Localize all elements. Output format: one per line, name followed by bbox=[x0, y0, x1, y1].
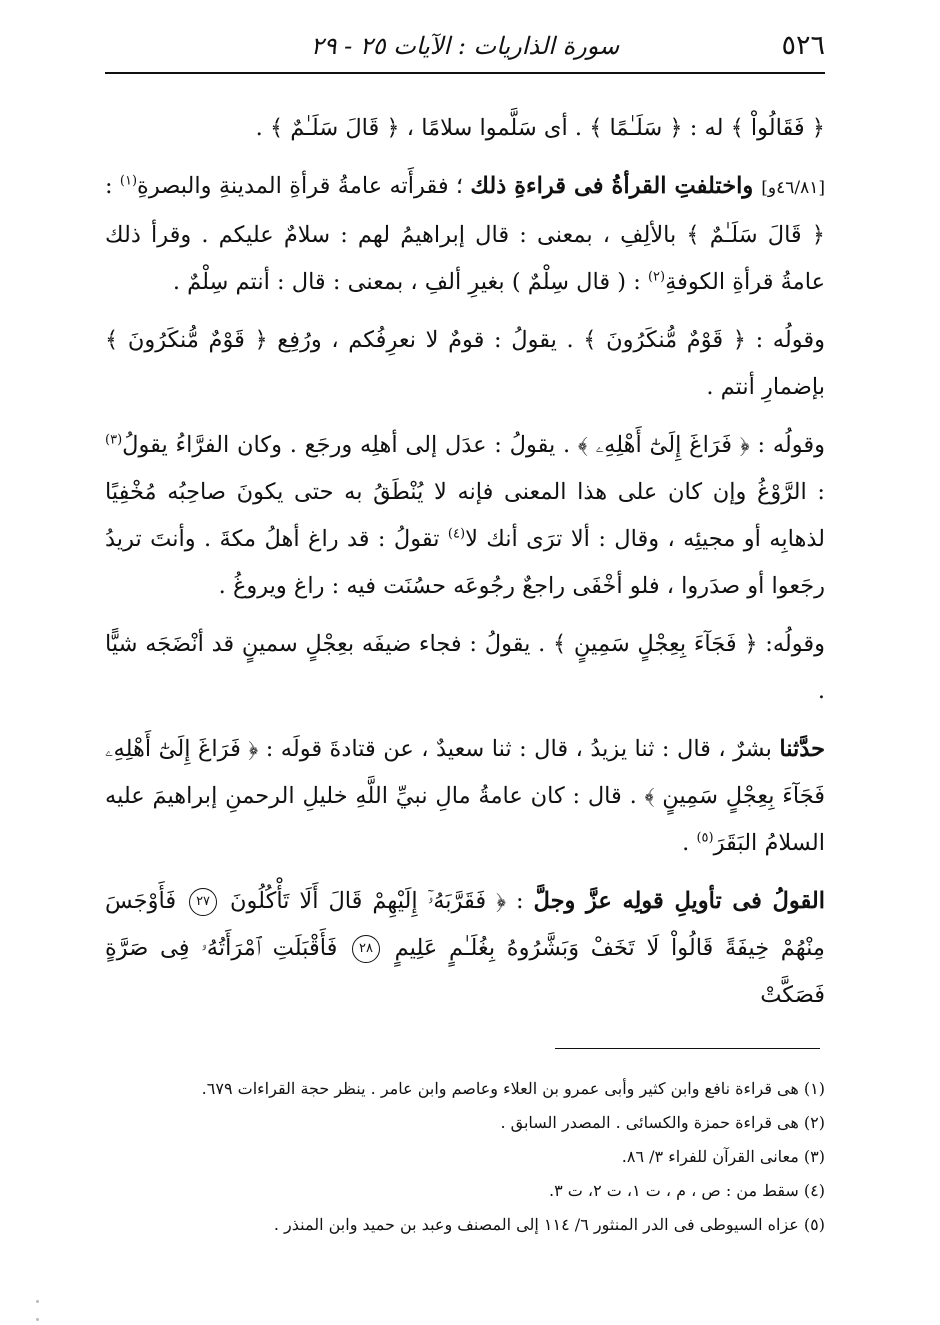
paragraph bbox=[105, 621, 825, 715]
text-run: . bbox=[255, 115, 270, 141]
footnote-separator bbox=[555, 1048, 820, 1049]
running-title: سورة الذاريات : الآيات ٢٥ - ٢٩ bbox=[310, 32, 620, 60]
quran-verse: ﴿ سَلَـٰمًا ﴾ bbox=[589, 115, 683, 141]
verse-number: ٢٨ bbox=[352, 935, 380, 963]
text-run: . يقولُ : قومٌ لا نعرِفُكم ، ورُفِع bbox=[267, 327, 584, 353]
text-run: . أى سَلَّموا سلامًا ، bbox=[399, 115, 590, 141]
quran-verse: ﴿ فَقَالُواْ ﴾ bbox=[730, 115, 825, 141]
quran-verse: ﴿ فَرَاغَ إِلَىٰٓ أَهْلِهِۦ ﴾ bbox=[577, 432, 750, 458]
footnote-4: (٤) سقط من : ص ، م ، ت ١، ت ٢، ت ٣. bbox=[548, 1181, 825, 1200]
footnote-5: (٥) عزاه السيوطى فى الدر المنثور ٦/ ١١٤ إلى المصنف وعبد بن حميد وابن المنذر . bbox=[273, 1215, 825, 1234]
quran-verse: ﴿ فَرَاغَ إِلَىٰٓ أَهْلِهِۦ فَجَآءَ بِعِجْلٍ سَمِينٍ ﴾ bbox=[105, 736, 825, 809]
footnote-3: (٣) معانى القرآن للفراء ٣/ ٨٦. bbox=[621, 1147, 825, 1166]
bold-heading: واختلفتِ القرأةُ فى قراءةِ ذلك bbox=[470, 173, 762, 199]
footnote-marker: (٢) bbox=[647, 269, 666, 285]
quran-verse: فَأَوْجَسَ مِنْهُمْ خِيفَةً قَالُواْ لَا تَخَفْ وَبَشَّرُوهُ بِغُلَـٰمٍ عَلِيمٍ bbox=[105, 888, 825, 961]
footnote-1: (١) هى قراءة نافع وابن كثير وأبى عمرو بن العلاء وعاصم وابن عامر . ينظر حجة القراءات ٦٧٩. bbox=[201, 1079, 825, 1098]
paragraph bbox=[105, 317, 825, 411]
bold-heading: القولُ فى تأويلِ قولِه عزَّ وجلَّ bbox=[533, 888, 825, 914]
quran-verse: ﴿ قَوْمٌ مُّنكَرُونَ ﴾ bbox=[105, 327, 268, 353]
text-run: : bbox=[506, 888, 534, 914]
text-run: بشرٌ ، قال : ثنا يزيدُ ، قال : ثنا سعيدٌ ، عن قتادةَ قولَه : bbox=[258, 736, 780, 762]
footnote-marker: (٣) bbox=[105, 432, 123, 448]
page-number: ٥٢٦ bbox=[781, 30, 825, 61]
text-run: : الرَّوْغُ وإن كان على هذا المعنى فإنه لا يُنْطَقُ به حتى يكونَ صاحِبُه مُخْفِيًا لذهابِه أو مجيئِه ، وقال : ألا ترَى أنك لا bbox=[105, 479, 825, 552]
verse-number: ٢٧ bbox=[189, 888, 217, 916]
main-text bbox=[105, 105, 825, 1030]
text-run: : ( قال سِلْمٌ ) بغيرِ ألفِ ، بمعنى : قال : أنتم سِلْمٌ . bbox=[172, 269, 648, 295]
quran-verse: ﴿ فَقَرَّبَهُۥٓ إِلَيْهِمْ قَالَ أَلَا تَأْكُلُونَ bbox=[220, 888, 507, 914]
text-run: بالألِفِ ، بمعنى : قال إبراهيمُ لهم : سلامٌ عليكم . وقرأ ذلك عامةُ قرأةِ الكوفةِ bbox=[105, 222, 825, 295]
paragraph bbox=[105, 163, 825, 306]
text-run: وقولُه : bbox=[745, 327, 825, 353]
text-run: . قال : كان عامةُ مالِ نبيِّ اللَّهِ خليلِ الرحمنِ إبراهيمَ عليه السلامُ البَقَرَ bbox=[105, 783, 825, 856]
quran-verse: ﴿ قَوْمٌ مُّنكَرُونَ ﴾ bbox=[583, 327, 746, 353]
text-run: : bbox=[105, 173, 120, 199]
text-run: وقولُه : bbox=[749, 432, 825, 458]
paragraph bbox=[105, 105, 825, 152]
page-header bbox=[105, 28, 825, 74]
bold-heading: حدَّثنا bbox=[779, 736, 825, 762]
text-run: . يقولُ : عدَل إلى أهلِه ورجَع . وكان الفرَّاءُ يقولُ bbox=[122, 432, 578, 458]
footnote-marker: (١) bbox=[119, 173, 138, 189]
paragraph bbox=[105, 422, 825, 610]
text-run: وقولُه: bbox=[757, 631, 825, 657]
text-run: بإضمارِ أنتم . bbox=[706, 374, 825, 400]
manuscript-ref: [٤٦/٨١و] bbox=[761, 178, 825, 198]
footnote-marker: (٤) bbox=[447, 526, 466, 542]
page-speck bbox=[36, 1318, 39, 1321]
text-run: له : bbox=[682, 115, 731, 141]
text-run: ؛ فقرأَته عامةُ قرأةِ المدينةِ والبصرةِ bbox=[137, 173, 471, 199]
paragraph bbox=[105, 726, 825, 867]
quran-verse: فَأَقْبَلَتِ ٱمْرَأَتُهُۥ فِى صَرَّةٍ فَصَكَّتْ bbox=[105, 935, 825, 1008]
quran-verse: ﴿ فَجَآءَ بِعِجْلٍ سَمِينٍ ﴾ bbox=[552, 631, 758, 657]
footnotes bbox=[120, 1072, 825, 1242]
quran-verse: ﴿ قَالَ سَلَـٰمٌ ﴾ bbox=[686, 222, 825, 248]
page-speck bbox=[36, 1300, 39, 1303]
footnote-2: (٢) هى قراءة حمزة والكسائى . المصدر السابق . bbox=[500, 1113, 825, 1132]
text-run: تقولُ : قد راغ أهلُ مكةَ . وأنتَ تريدُ رجَعوا أو صدَروا ، فلو أخْفَى راجعٌ رجُوعَه حسُنَت فيه : راغ ويروغُ . bbox=[105, 526, 825, 599]
quran-verse: ﴿ قَالَ سَلَـٰمٌ ﴾ bbox=[269, 115, 400, 141]
paragraph bbox=[105, 878, 825, 1019]
footnote-marker: (٥) bbox=[696, 830, 714, 846]
text-run: . يقولُ : فجاء ضيفَه بعِجْلٍ سمينٍ قد أنْضَجَه شيًّا . bbox=[105, 631, 825, 704]
text-run: . bbox=[682, 830, 697, 856]
